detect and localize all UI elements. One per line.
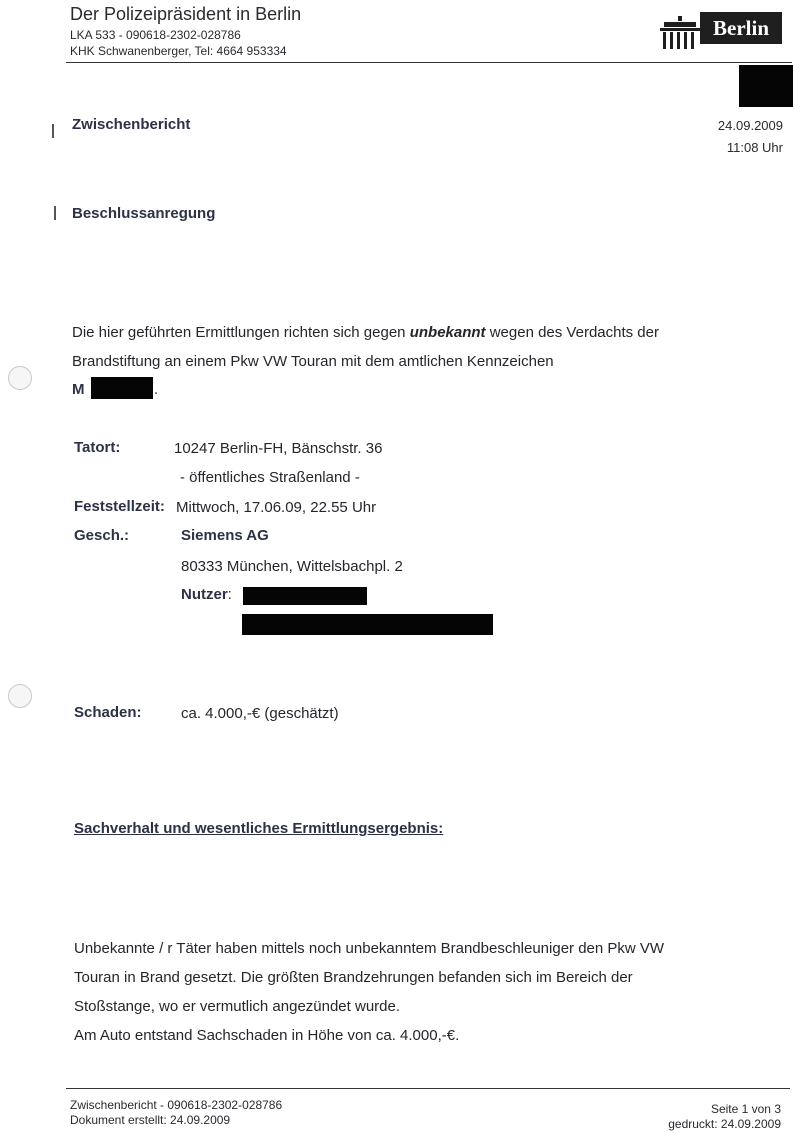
report-time: 11:08 Uhr bbox=[726, 140, 783, 155]
issuer-title: Der Polizeipräsident in Berlin bbox=[70, 4, 302, 24]
nutzer-label bbox=[181, 586, 232, 603]
tatort-label: Tatort: bbox=[74, 439, 121, 456]
footer-printed: gedruckt: 24.09.2009 bbox=[668, 1117, 781, 1131]
case-reference: LKA 533 - 090618-2302-028786 bbox=[70, 28, 241, 42]
officer-contact: KHK Schwanenberger, Tel: 4664 953334 bbox=[70, 44, 287, 58]
findings-line-1: Unbekannte / r Täter haben mittels noch unbekanntem Brandbeschleuniger den Pkw VW bbox=[74, 940, 665, 957]
suspect-emphasis: unbekannt bbox=[409, 324, 486, 341]
report-title: Zwischenbericht bbox=[72, 116, 191, 133]
footer-reference: Zwischenbericht - 090618-2302-028786 bbox=[70, 1098, 283, 1112]
findings-line-3: Stoßstange, wo er vermutlich angezündet wurde. bbox=[74, 998, 401, 1015]
page-number: Seite 1 von 3 bbox=[710, 1102, 781, 1116]
punch-hole bbox=[8, 366, 32, 390]
punch-hole bbox=[8, 684, 32, 708]
redaction-box bbox=[739, 65, 793, 107]
nutzer-address-redaction bbox=[242, 614, 493, 635]
tatort-note: - öffentliches Straßenland - bbox=[180, 469, 360, 486]
geschaedigter-label: Gesch.: bbox=[74, 527, 130, 544]
findings-line-4: Am Auto entstand Sachschaden in Höhe von ca. 4.000,-€. bbox=[74, 1027, 460, 1044]
brandenburg-gate-icon bbox=[658, 16, 702, 50]
header-divider bbox=[66, 62, 792, 63]
logo-wordmark: Berlin bbox=[700, 12, 782, 44]
report-subtitle: Beschlussanregung bbox=[72, 205, 216, 222]
plate-redaction bbox=[91, 377, 153, 399]
findings-line-2: Touran in Brand gesetzt. Die größten Brandzehrungen befanden sich im Bereich der bbox=[74, 969, 633, 986]
schaden-label: Schaden: bbox=[74, 704, 142, 721]
section-heading: Sachverhalt und wesentliches Ermittlungsergebnis: bbox=[74, 820, 444, 837]
feststellzeit-label: Feststellzeit: bbox=[74, 498, 165, 515]
footer-created: Dokument erstellt: 24.09.2009 bbox=[70, 1113, 231, 1127]
intro-text-end: wegen des Verdachts der bbox=[485, 324, 659, 341]
nutzer-colon: : bbox=[227, 586, 232, 603]
plate-prefix: M bbox=[72, 381, 85, 398]
tatort-value: 10247 Berlin-FH, Bänschstr. 36 bbox=[174, 440, 383, 457]
plate-suffix: . bbox=[154, 381, 159, 398]
schaden-value: ca. 4.000,-€ (geschätzt) bbox=[181, 705, 339, 722]
geschaedigter-address: 80333 München, Wittelsbachpl. 2 bbox=[181, 558, 403, 575]
nutzer-redaction bbox=[243, 587, 367, 605]
margin-mark bbox=[54, 206, 56, 220]
intro-text: Die hier geführten Ermittlungen richten sich gegen bbox=[72, 324, 410, 341]
intro-line-1 bbox=[72, 324, 659, 341]
margin-mark bbox=[52, 124, 54, 138]
footer-divider bbox=[66, 1088, 790, 1089]
report-date: 24.09.2009 bbox=[717, 118, 783, 133]
intro-line-2: Brandstiftung an einem Pkw VW Touran mit dem amtlichen Kennzeichen bbox=[72, 353, 554, 370]
feststellzeit-value: Mittwoch, 17.06.09, 22.55 Uhr bbox=[176, 499, 377, 516]
geschaedigter-name: Siemens AG bbox=[181, 527, 269, 544]
nutzer-label-text: Nutzer bbox=[181, 586, 228, 603]
berlin-logo bbox=[658, 12, 782, 52]
